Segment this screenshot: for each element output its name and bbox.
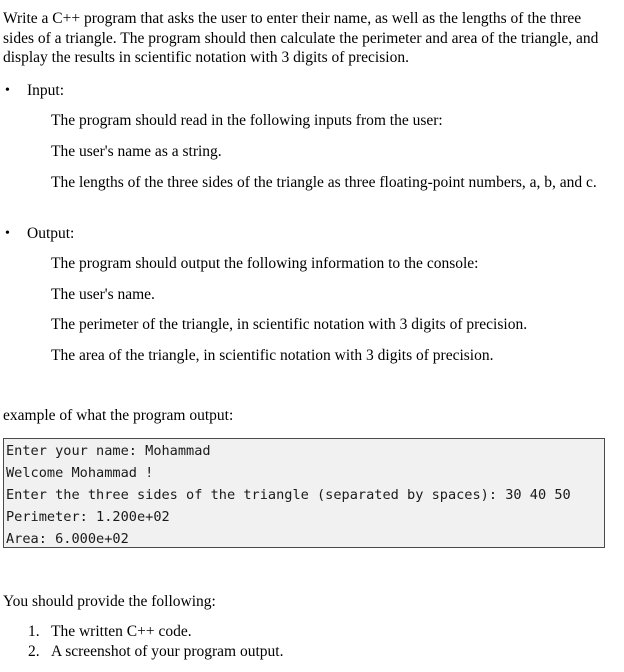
- console-line: Perimeter: 1.200e+02: [6, 509, 170, 525]
- input-item: The user's name as a string.: [51, 143, 222, 160]
- output-item: The area of the triangle, in scientific notation with 3 digits of precision.: [51, 347, 494, 364]
- output-item: The perimeter of the triangle, in scientific notation with 3 digits of precision.: [51, 316, 528, 333]
- provide-label: You should provide the following:: [3, 593, 216, 610]
- output-item: The user's name.: [51, 286, 155, 303]
- example-label: example of what the program output:: [3, 407, 234, 424]
- console-line: Area: 6.000e+02: [6, 531, 129, 547]
- console-line: Welcome Mohammad !: [6, 465, 154, 481]
- bullet-icon: •: [5, 83, 10, 98]
- bullet-icon: •: [5, 226, 10, 241]
- item-number: 1.: [28, 623, 40, 640]
- intro-paragraph: Write a C++ program that asks the user to enter their name, as well as the lengths of the three sides of a triangle. The program should then calculate the perimeter and area of the triangle, and display the results in scientific notation with 3 digits of precision.: [3, 10, 599, 66]
- console-line: Enter your name: Mohammad: [6, 443, 211, 459]
- provide-item: [28, 642, 283, 662]
- input-label: Input:: [27, 82, 65, 99]
- output-label: Output:: [27, 225, 75, 242]
- item-number: 2.: [28, 643, 40, 660]
- item-text: A screenshot of your program output.: [51, 643, 284, 660]
- provide-item: [28, 622, 192, 642]
- console-line: Enter the three sides of the triangle (separated by spaces): 30 40 50: [6, 487, 571, 503]
- console-output-box: [3, 438, 605, 548]
- input-item: The program should read in the following inputs from the user:: [51, 112, 443, 129]
- item-text: The written C++ code.: [51, 623, 192, 640]
- output-item: The program should output the following information to the console:: [51, 255, 479, 272]
- input-item: The lengths of the three sides of the triangle as three floating-point numbers, a, b, and c.: [51, 174, 597, 191]
